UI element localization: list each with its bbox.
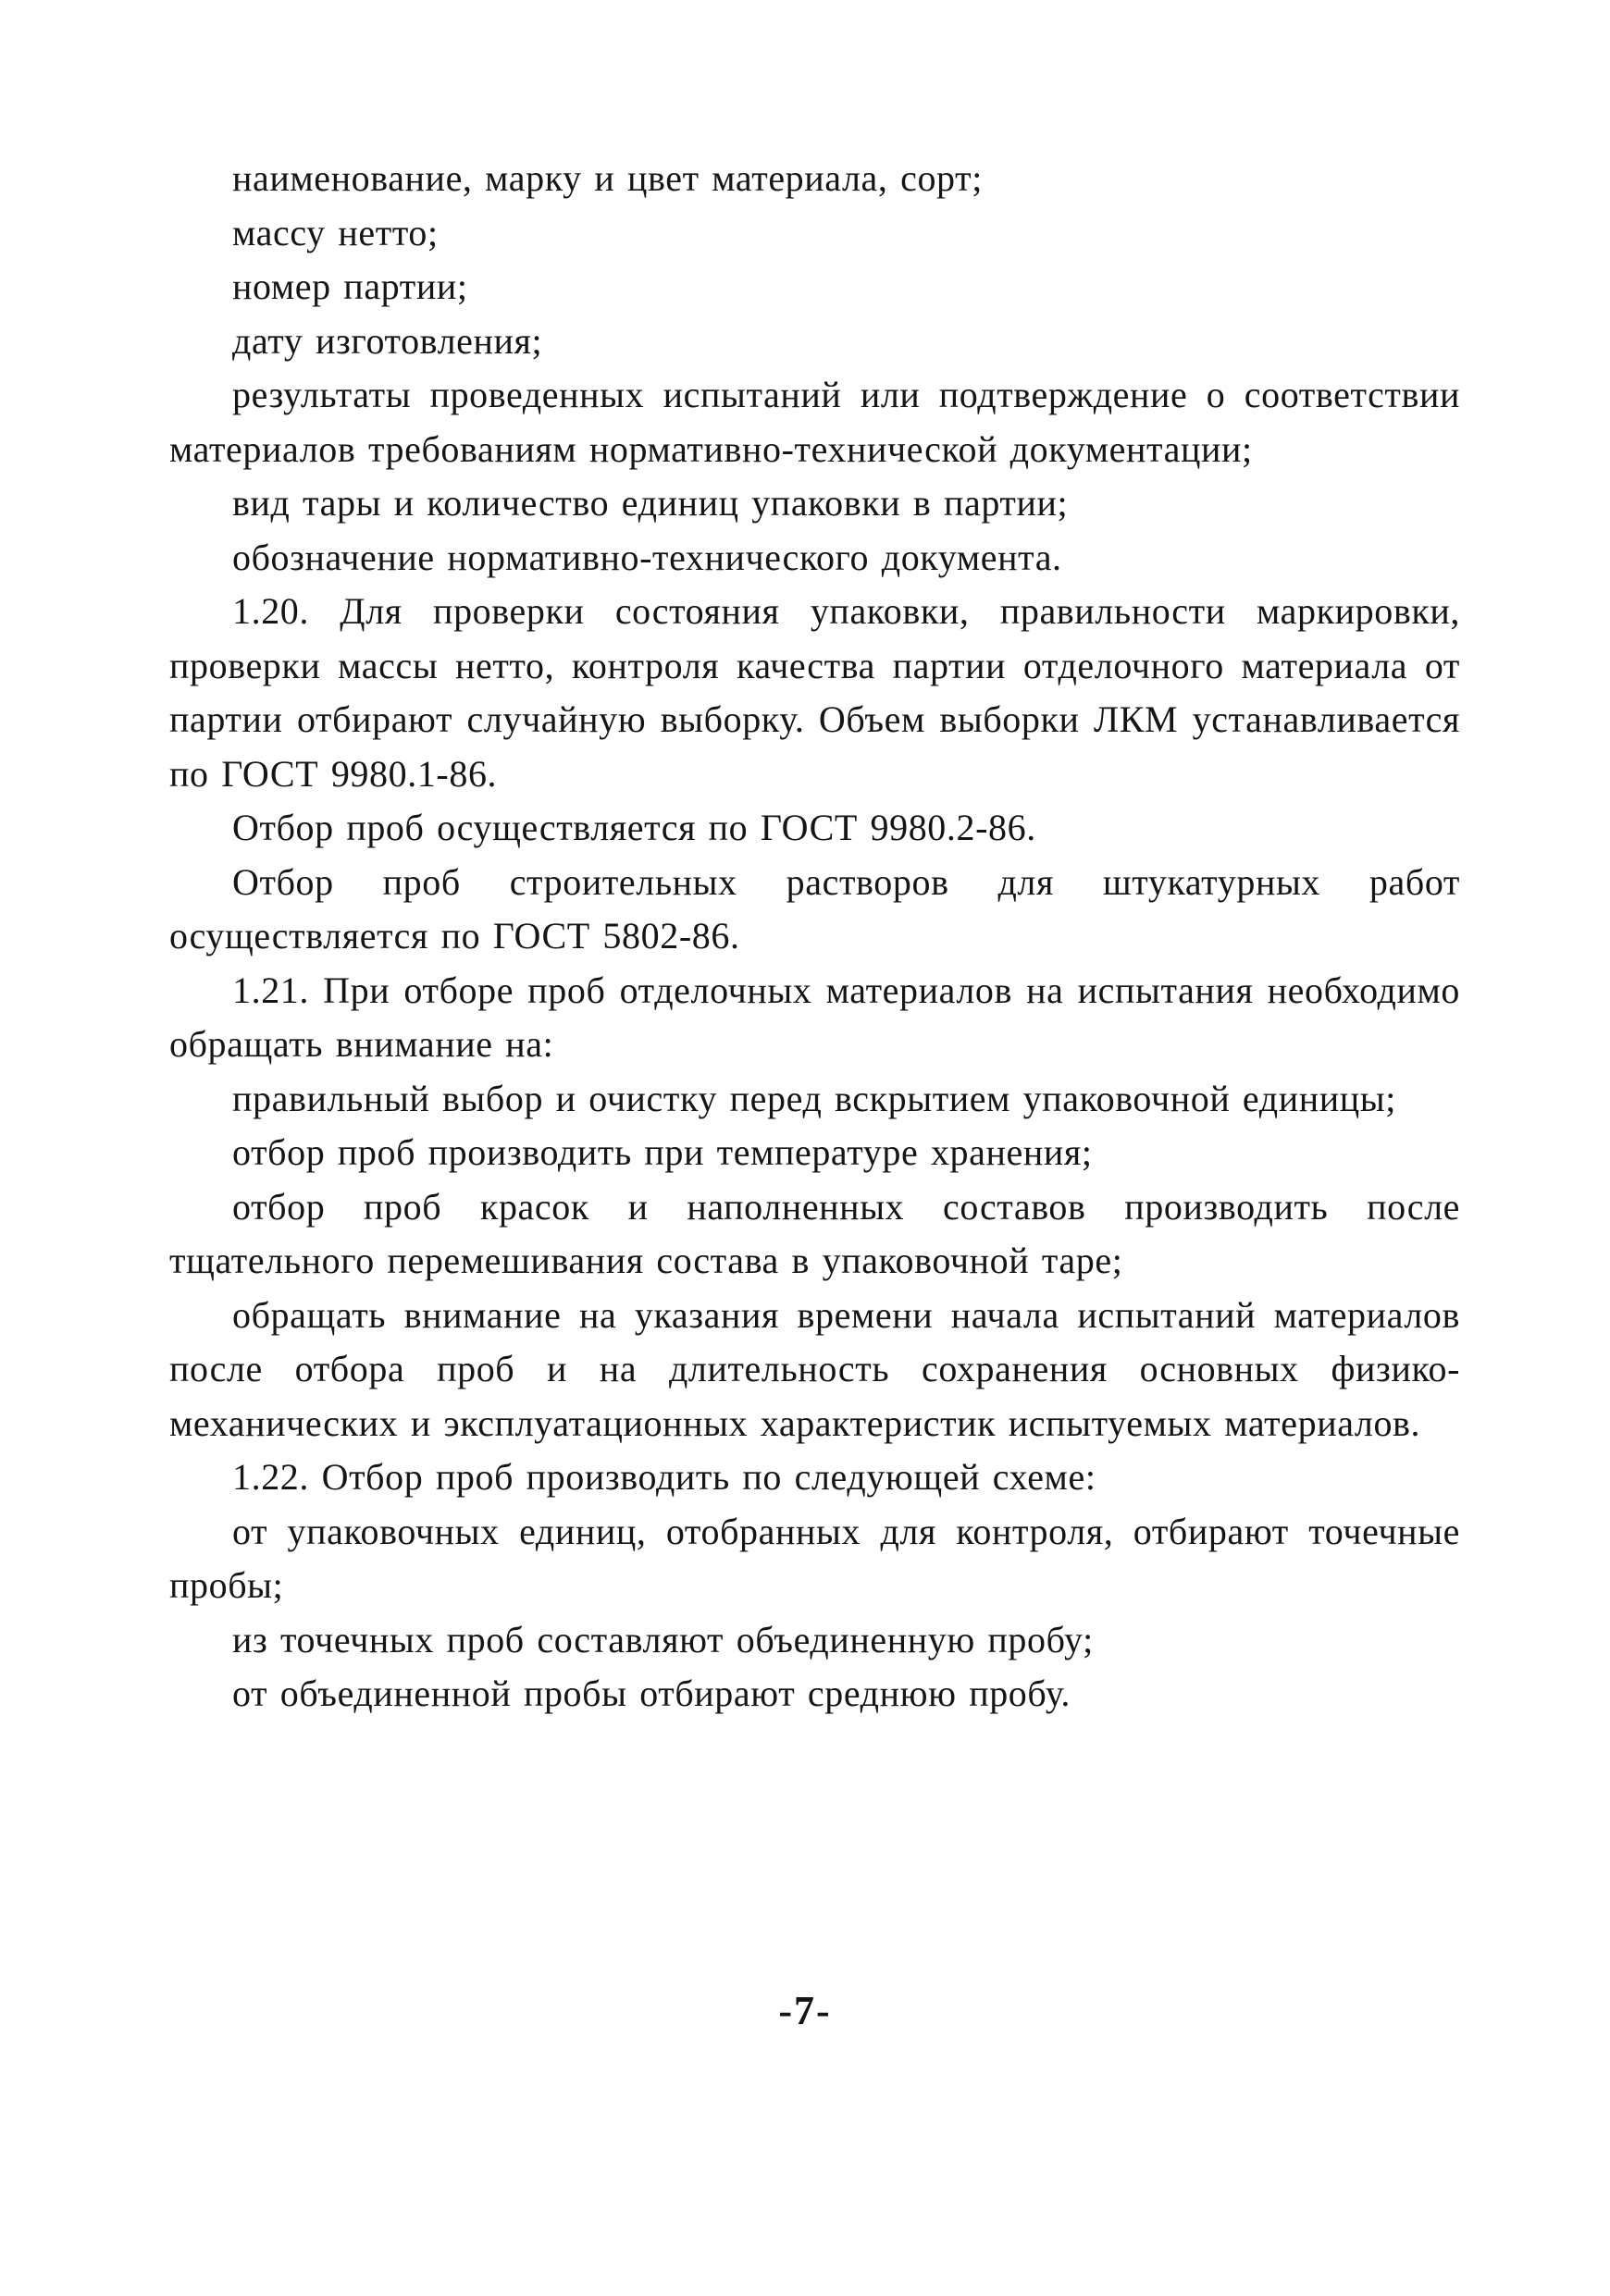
paragraph-net-mass: массу нетто; [232, 211, 439, 253]
paragraph-container-type: вид тары и количество единиц упаковки в партии; [232, 482, 1069, 524]
paragraph-manufacture-date: дату изготовления; [232, 319, 543, 362]
paragraph-section-1-21: 1.21. При отборе проб отделочных материалов на испытания необходимо обращать внимание на: [169, 969, 1460, 1065]
paragraph-material-name: наименование, марку и цвет материала, сорт; [232, 157, 983, 199]
paragraph-sampling-standard: Отбор проб осуществляется по ГОСТ 9980.2-86. [232, 807, 1036, 848]
paragraph-average-sample: от объединенной пробы отбирают среднюю пробу. [232, 1673, 1071, 1714]
page-number: -7- [778, 1988, 832, 2033]
paragraph-test-results: результаты проведенных испытаний или подтверждение о соответствии материалов требованиям нормативно-технической документации; [169, 374, 1460, 470]
paragraph-point-samples: от упаковочных единиц, отобранных для контроля, отбирают точечные пробы; [169, 1510, 1460, 1606]
body-text [169, 152, 1460, 1722]
paragraph-batch-number: номер партии; [232, 265, 468, 307]
paragraph-paint-mixing: отбор проб красок и наполненных составов производить после тщательного перемешивания состава в упаковочной таре; [169, 1185, 1460, 1281]
paragraph-unit-selection: правильный выбор и очистку перед вскрытием упаковочной единицы; [232, 1077, 1396, 1119]
paragraph-storage-temperature: отбор проб производить при температуре хранения; [232, 1131, 1093, 1173]
paragraph-document-designation: обозначение нормативно-технического документа. [232, 536, 1062, 578]
paragraph-section-1-20: 1.20. Для проверки состояния упаковки, правильности маркировки, проверки массы нетто, контроля качества партии отделочного материала от партии отбирают случайную выборку. Объем выборки ЛКМ устанавливается по ГОСТ 9980.1-86. [169, 590, 1460, 795]
paragraph-mortar-sampling: Отбор проб строительных растворов для штукатурных работ осуществляется по ГОСТ 5802-86. [169, 860, 1460, 957]
paragraph-test-timing: обращать внимание на указания времени начала испытаний материалов после отбора проб и на длительность сохранения основных физико-механических и эксплуатационных характеристик испытуемых материалов. [169, 1293, 1460, 1444]
paragraph-section-1-22: 1.22. Отбор проб производить по следующей схеме: [232, 1456, 1096, 1498]
paragraph-combined-sample: из точечных проб составляют объединенную пробу; [232, 1618, 1094, 1660]
